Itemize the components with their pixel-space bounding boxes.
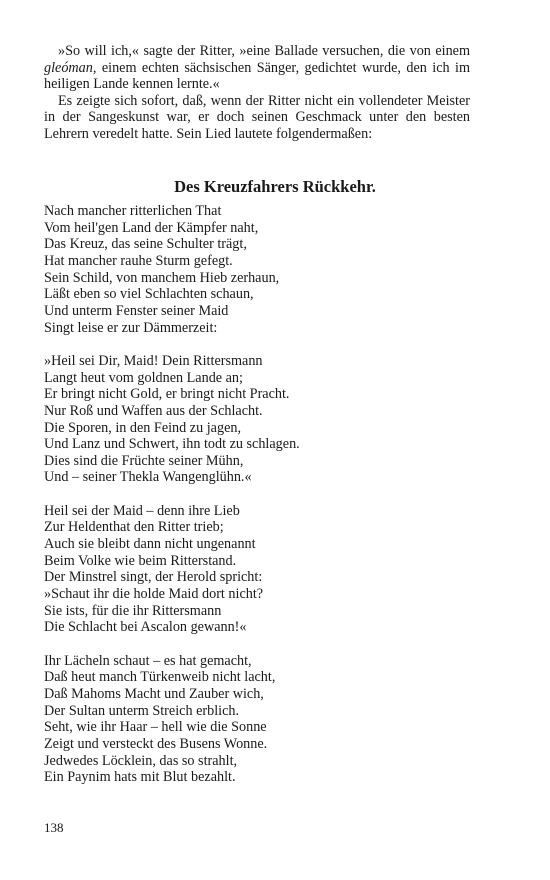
poem-line: Der Minstrel singt, der Herold spricht: — [44, 569, 263, 586]
poem-line: Beim Volke wie beim Ritterstand. — [44, 552, 237, 569]
poem-line: Er bringt nicht Gold, er bringt nicht Pracht. — [44, 386, 290, 403]
poem-stanza — [44, 203, 484, 336]
poem-line: Hat mancher rauhe Sturm gefegt. — [44, 252, 233, 269]
poem-line: Der Sultan unterm Streich erblich. — [44, 702, 240, 719]
poem-line: Sein Schild, von manchem Hieb zerhaun, — [44, 269, 280, 286]
page-number: 138 — [44, 820, 64, 835]
poem-line: Vom heil'gen Land der Kämpfer naht, — [44, 219, 259, 236]
poem-line: Zur Heldenthat den Ritter trieb; — [44, 519, 224, 536]
poem-stanza — [44, 653, 484, 786]
poem-body — [44, 203, 484, 803]
poem-line: Ihr Lächeln schaut – es hat gemacht, — [44, 652, 252, 669]
poem-line: »Heil sei Dir, Maid! Dein Rittersmann — [44, 352, 263, 369]
poem-line: Dies sind die Früchte seiner Mühn, — [44, 452, 244, 469]
poem-stanza — [44, 503, 484, 636]
paragraph-2: Es zeigte sich sofort, daß, wenn der Ritter nicht ein vollendeter Meister in der Sangeskunst war, er doch seinen Geschmack unter den besten Lehrern veredelt hatte. Sein Lied lautete folgendermaßen: — [44, 92, 470, 142]
poem-line: Daß Mahoms Macht und Zauber wich, — [44, 685, 264, 702]
poem-line: Jedwedes Löcklein, das so strahlt, — [44, 752, 238, 769]
prose-block — [44, 43, 470, 143]
poem-line: Sie ists, für die ihr Rittersmann — [44, 602, 222, 619]
poem-line: Langt heut vom goldnen Lande an; — [44, 369, 243, 386]
poem-line: Singt leise er zur Dämmerzeit: — [44, 319, 218, 336]
paragraph-1 — [44, 43, 470, 93]
poem-line: Ein Paynim hats mit Blut bezahlt. — [44, 769, 236, 786]
poem-line: Nur Roß und Waffen aus der Schlacht. — [44, 402, 263, 419]
paragraph-1-emphasis: gleóman, — [44, 59, 97, 76]
poem-line: Die Schlacht bei Ascalon gewann!« — [44, 619, 247, 636]
poem-line: Und – seiner Thekla Wangenglühn.« — [44, 469, 252, 486]
poem-line: Das Kreuz, das seine Schulter trägt, — [44, 236, 247, 253]
poem-title: Des Kreuzfahrers Rückkehr. — [174, 177, 376, 196]
poem-line: Läßt eben so viel Schlachten schaun, — [44, 286, 254, 303]
poem-line: Und Lanz und Schwert, ihn todt zu schlagen. — [44, 436, 300, 453]
poem-line: Und unterm Fenster seiner Maid — [44, 302, 229, 319]
poem-line: Zeigt und versteckt des Busens Wonne. — [44, 735, 268, 752]
poem-line: Nach mancher ritterlichen That — [44, 203, 222, 219]
paragraph-1-end: einem echten sächsischen Sänger, gedichtet wurde, den ich im heiligen Lande kennen lernte.« — [44, 59, 470, 93]
paragraph-1-start: »So will ich,« sagte der Ritter, »eine Ballade versuchen, die von einem — [58, 43, 470, 59]
poem-line: Die Sporen, in den Feind zu jagen, — [44, 419, 242, 436]
poem-stanza — [44, 353, 484, 486]
poem-line: Heil sei der Maid – denn ihre Lieb — [44, 502, 240, 519]
poem-line: Daß heut manch Türkenweib nicht lacht, — [44, 669, 276, 686]
poem-line: Seht, wie ihr Haar – hell wie die Sonne — [44, 719, 267, 736]
poem-line: Auch sie bleibt dann nicht ungenannt — [44, 536, 256, 553]
poem-line: »Schaut ihr die holde Maid dort nicht? — [44, 586, 264, 603]
